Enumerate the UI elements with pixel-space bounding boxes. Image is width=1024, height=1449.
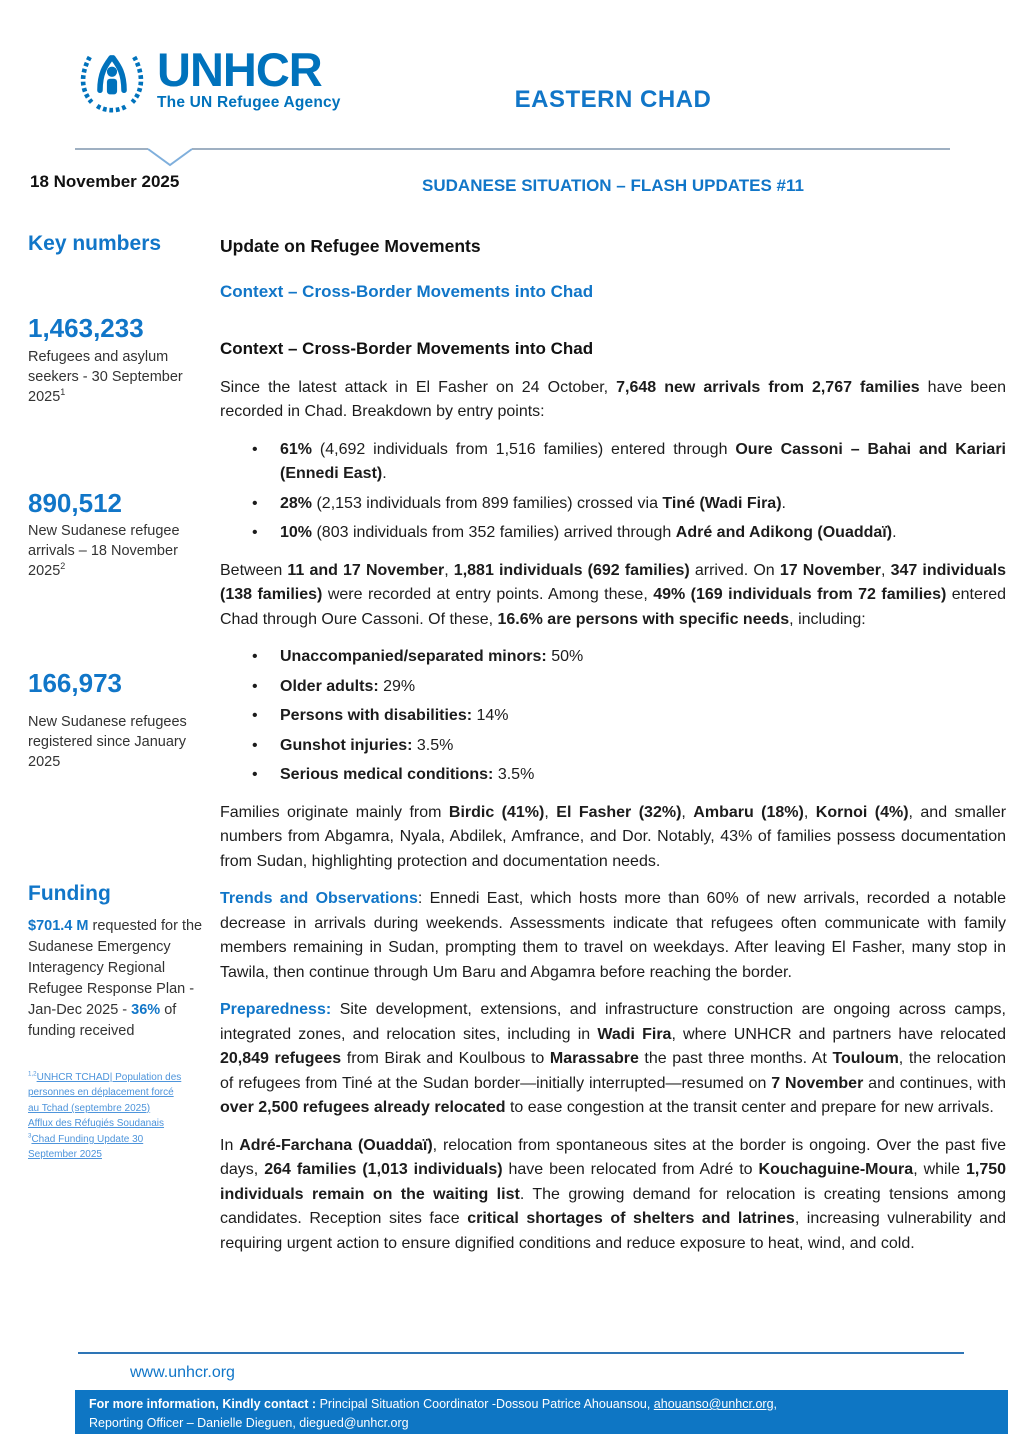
stat-caption: New Sudanese refugees registered since January 2025 bbox=[28, 713, 187, 770]
paragraph-arrivals: Between 11 and 17 November, 1,881 individuals (692 families) arrived. On 17 November, 347 individuals (138 families) were recorded at entry points. Among these, 49% (169 individuals from 72 families) entered Chad through Oure Cassoni. Of these, 16.6% are persons with specific needs, including: bbox=[220, 561, 1007, 628]
list-item: • 28% (2,153 individuals from 899 families) crossed via Tiné (Wadi Fira). bbox=[220, 492, 1006, 517]
list-item: • 10% (803 individuals from 352 families) arrived through Adré and Adikong (Ouaddaï). bbox=[220, 521, 1006, 546]
contact-line-1[interactable]: For more information, Kindly contact : Principal Situation Coordinator -Dossou Patrice Ahouansou, ahouanso@unhcr.org, bbox=[89, 1397, 778, 1411]
paragraph-origins: Families originate mainly from Birdic (41%), El Fasher (32%), Ambaru (18%), Kornoi (4%), and smaller numbers from Abgamra, Nyala, Abdilek, Amfrance, and Dor. Notably, 43% of families possess documentation from Sudan, highlighting protection and documentation needs. bbox=[220, 803, 1007, 870]
footnote-link-funding-update[interactable]: $^3$Chad Funding Update 30 September 2025 bbox=[28, 1132, 144, 1161]
funding-text: $701.4 M requested for the Sudanese Emergency Interagency Regional Refugee Response Plan - Jan-Dec 2025 - 36% of funding received bbox=[28, 917, 203, 1039]
list-item: • Unaccompanied/separated minors: 50% bbox=[220, 645, 1006, 670]
paragraph-adre-farchana: In Adré-Farchana (Ouaddaï), relocation from spontaneous sites at the border is ongoing. Over the past five days, 264 families (1,013 individuals) have been relocated from Adré to Kouchaguine-Moura, while 1,750 individuals remain on the waiting list. The growing demand for relocation is creating tensions among candidates. Reception sites face critical shortages of shelters and latrines, increasing vulnerability and requiring urgent action to ensure dignified conditions and reduce exposure to heat, wind, and cold. bbox=[220, 1136, 1007, 1252]
main-content bbox=[220, 234, 1006, 1269]
paragraph-trends: Trends and Observations: Ennedi East, which hosts more than 60% of new arrivals, recorded a notable decrease in arrivals during weekends. Assessments indicate that refugees often communicate with family members remaining in Sudan, prompting them to travel on weekdays. After leaving El Fasher, many stop in Tawila, then continue through Um Baru and Abgamra before reaching the border. bbox=[220, 890, 1006, 981]
footer-divider bbox=[78, 1352, 964, 1354]
region-title: EASTERN CHAD bbox=[514, 86, 712, 113]
stat-refugees-asylum-seekers bbox=[28, 314, 206, 407]
specific-needs-list bbox=[220, 645, 1006, 788]
key-numbers-sidebar bbox=[28, 232, 206, 1163]
entry-points-list bbox=[220, 438, 1006, 546]
logo-wordmark: UNHCR bbox=[157, 43, 322, 96]
unhcr-emblem-icon bbox=[75, 44, 149, 118]
stat-new-arrivals bbox=[28, 489, 206, 582]
footnote-link-population[interactable]: $^{1,2}$UNHCR TCHAD| Population des personnes en déplacement forcé au Tchad (septembre 2025) bbox=[28, 1070, 182, 1114]
footnote-link-afflux[interactable]: Afflux des Réfugiés Soudanais bbox=[28, 1118, 165, 1130]
stat-registered-refugees bbox=[28, 669, 206, 772]
stat-value: 890,512 bbox=[28, 487, 122, 518]
stat-caption: New Sudanese refugee arrivals – 18 November 2025$^2$ bbox=[28, 523, 180, 580]
key-numbers-heading: Key numbers bbox=[28, 232, 162, 255]
paragraph-preparedness: Preparedness: Site development, extensions, and infrastructure construction are ongoing across camps, integrated zones, and relocation sites, including in Wadi Fira, where UNHCR and partners have relocated 20,849 refugees from Birak and Koulbous to Marassabre the past three months. At Touloum, the relocation of refugees from Tiné at the Sudan border—initially interrupted—resumed on 7 November and continues, with over 2,500 refugees already relocated to ease congestion at the transit center and prepare for new arrivals. bbox=[220, 1001, 1007, 1116]
footnotes bbox=[28, 1070, 186, 1163]
report-date: 18 November 2025 bbox=[30, 172, 180, 191]
list-item: • Gunshot injuries: 3.5% bbox=[220, 734, 1006, 759]
list-item: • Serious medical conditions: 3.5% bbox=[220, 763, 1006, 788]
chevron-down-icon bbox=[146, 148, 194, 170]
list-item: • Persons with disabilities: 14% bbox=[220, 704, 1006, 729]
context-subtitle: Context – Cross-Border Movements into Chad bbox=[220, 281, 594, 301]
unhcr-website-link[interactable]: www.unhcr.org bbox=[130, 1364, 235, 1381]
funding-heading: Funding bbox=[28, 881, 111, 905]
document-title: SUDANESE SITUATION – FLASH UPDATES #11 bbox=[422, 176, 804, 195]
stat-value: 1,463,233 bbox=[28, 313, 144, 343]
header-divider-left bbox=[75, 148, 148, 150]
list-item: • Older adults: 29% bbox=[220, 675, 1006, 700]
context-section-heading: Context – Cross-Border Movements into Chad bbox=[220, 339, 594, 358]
header-divider-right bbox=[192, 148, 950, 150]
paragraph-context: Since the latest attack in El Fasher on 24 October, 7,648 new arrivals from 2,767 families have been recorded in Chad. Breakdown by entry points: bbox=[220, 378, 1007, 420]
main-title: Update on Refugee Movements bbox=[220, 236, 481, 256]
contact-bar bbox=[75, 1390, 1008, 1434]
contact-line-2: Reporting Officer – Danielle Dieguen, diegued@unhcr.org bbox=[89, 1416, 409, 1431]
stat-value: 166,973 bbox=[28, 668, 122, 699]
list-item: • 61% (4,692 individuals from 1,516 families) entered through Oure Cassoni – Bahai and Kariari (Ennedi East). bbox=[220, 438, 1006, 487]
stat-caption: Refugees and asylum seekers - 30 September 2025$^1$ bbox=[28, 348, 183, 405]
logo-tagline: The UN Refugee Agency bbox=[157, 94, 341, 111]
